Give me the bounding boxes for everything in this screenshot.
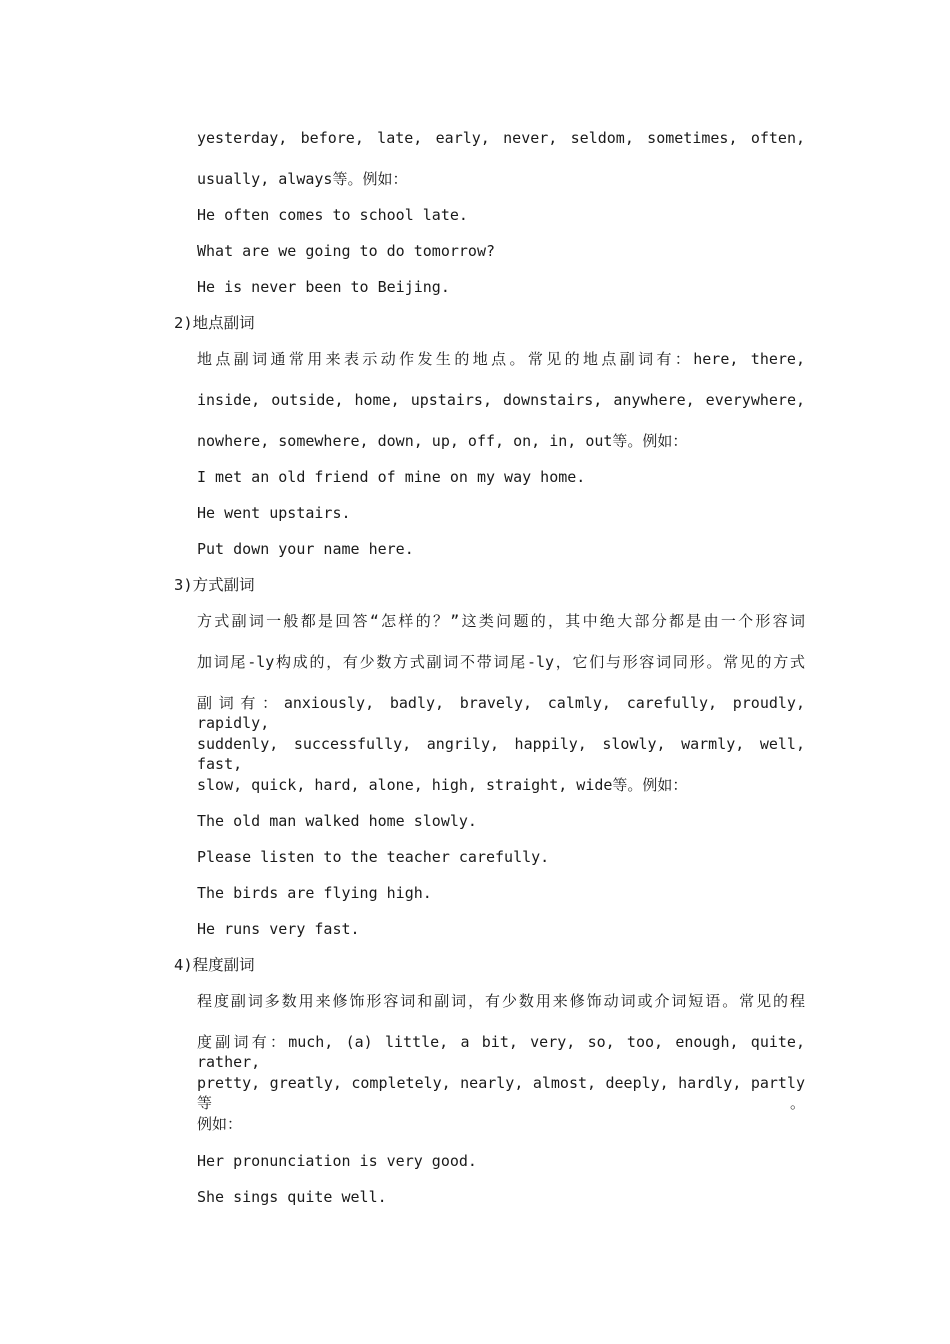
text-line: 程度副词多数用来修饰形容词和副词，有少数用来修饰动词或介词短语。常见的程 bbox=[197, 992, 805, 1010]
text-line: yesterday, before, late, early, never, seldom, sometimes, often, bbox=[197, 129, 805, 147]
section-heading: 2)地点副词 bbox=[174, 314, 255, 332]
text-line: slow, quick, hard, alone, high, straight, wide等。例如： bbox=[197, 776, 688, 794]
example-sentence: I met an old friend of mine on my way home. bbox=[197, 468, 586, 486]
example-sentence: What are we going to do tomorrow? bbox=[197, 242, 496, 260]
section-heading: 4)程度副词 bbox=[174, 956, 255, 974]
text-line: nowhere, somewhere, down, up, off, on, in, out等。例如： bbox=[197, 432, 688, 450]
text-line: 方式副词一般都是回答“怎样的？”这类问题的，其中绝大部分都是由一个形容词 bbox=[197, 612, 805, 630]
text-line: 地点副词通常用来表示动作发生的地点。常见的地点副词有：here, there, bbox=[197, 350, 805, 368]
example-sentence: He went upstairs. bbox=[197, 504, 351, 522]
text-line: 副词有：anxiously, badly, bravely, calmly, carefully, proudly, rapidly, bbox=[197, 694, 805, 732]
text-line: 例如： bbox=[197, 1115, 243, 1133]
example-sentence: She sings quite well. bbox=[197, 1188, 387, 1206]
example-sentence: The birds are flying high. bbox=[197, 884, 432, 902]
example-sentence: Put down your name here. bbox=[197, 540, 414, 558]
text-line: 度副词有：much, (a) little, a bit, very, so, too, enough, quite, rather, bbox=[197, 1033, 805, 1071]
example-sentence: He is never been to Beijing. bbox=[197, 278, 450, 296]
text-line: 加词尾-ly构成的，有少数方式副词不带词尾-ly，它们与形容词同形。常见的方式 bbox=[197, 653, 805, 671]
example-sentence: The old man walked home slowly. bbox=[197, 812, 477, 830]
text-line: suddenly, successfully, angrily, happily, slowly, warmly, well, fast, bbox=[197, 735, 805, 773]
example-sentence: Her pronunciation is very good. bbox=[197, 1152, 477, 1170]
text-line: inside, outside, home, upstairs, downstairs, anywhere, everywhere, bbox=[197, 391, 805, 409]
example-sentence: Please listen to the teacher carefully. bbox=[197, 848, 550, 866]
example-sentence: He runs very fast. bbox=[197, 920, 360, 938]
section-heading: 3)方式副词 bbox=[174, 576, 255, 594]
example-sentence: He often comes to school late. bbox=[197, 206, 468, 224]
text-line: pretty, greatly, completely, nearly, almost, deeply, hardly, partly等。 bbox=[197, 1074, 805, 1112]
text-line: usually, always等。例如： bbox=[197, 170, 408, 188]
